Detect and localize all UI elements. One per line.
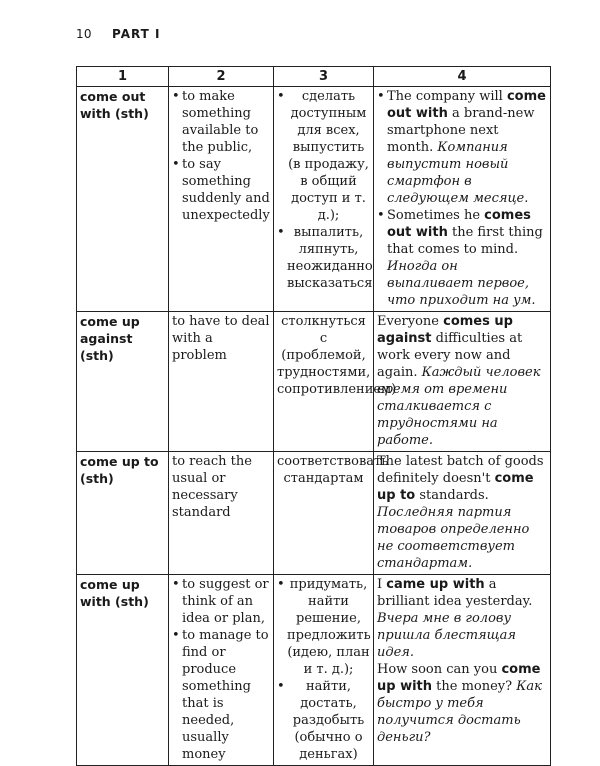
highlighted-phrase: come up with bbox=[377, 662, 541, 694]
russian-translation: Каждый человек время от времени сталкивается с трудностями на работе. bbox=[377, 365, 541, 448]
highlighted-phrase: come up to bbox=[377, 471, 534, 503]
definition-item: • to make something available to the public, bbox=[172, 88, 270, 156]
example-item: • The company will come out with a brand-new smartphone next month. Компания выпустит новый смартфон в следующем месяце. bbox=[377, 88, 547, 207]
column-header: 2 bbox=[169, 67, 274, 87]
table-header-row bbox=[77, 67, 551, 87]
translation-item: • выпалить, ляпнуть, неожиданно высказаться bbox=[277, 224, 370, 292]
phrase-cell: come out with (sth) bbox=[77, 87, 169, 312]
column-header: 1 bbox=[77, 67, 169, 87]
definition-item: • to suggest or think of an idea or plan, bbox=[172, 576, 270, 627]
translation-item: • сделать доступным для всех, выпустить (в продажу, в общий доступ и т. д.); bbox=[277, 88, 370, 224]
definition-item: • to manage to find or produce something that is needed, usually money bbox=[172, 627, 270, 763]
definition-cell bbox=[169, 575, 274, 766]
example-cell: The latest batch of goods definitely doesn't come up to standards. Последняя партия товаров определенно не соответствует стандартам. bbox=[374, 452, 551, 575]
highlighted-phrase: came up with bbox=[386, 577, 485, 592]
table-row bbox=[77, 452, 551, 575]
phrase-cell: come up against (sth) bbox=[77, 312, 169, 452]
translation-cell bbox=[274, 87, 374, 312]
page-number: 10 bbox=[76, 27, 92, 41]
example-cell bbox=[374, 575, 551, 766]
russian-translation: Иногда он выпаливает первое, что приходит на ум. bbox=[387, 259, 536, 308]
table-row bbox=[77, 87, 551, 312]
highlighted-phrase: comes up against bbox=[377, 314, 513, 346]
translation-item: • придумать, найти решение, предложить (идею, план и т. д.); bbox=[277, 576, 370, 678]
definition-cell: to reach the usual or necessary standard bbox=[169, 452, 274, 575]
definition-cell: to have to deal with a problem bbox=[169, 312, 274, 452]
translation-cell: столкнуться с (проблемой, трудностями, сопротивлением) bbox=[274, 312, 374, 452]
translation-cell bbox=[274, 575, 374, 766]
example-item: • Sometimes he comes out with the first thing that comes to mind. Иногда он выпаливает первое, что приходит на ум. bbox=[377, 207, 547, 309]
translation-cell: соответствовать стандартам bbox=[274, 452, 374, 575]
phrase-cell: come up to (sth) bbox=[77, 452, 169, 575]
russian-translation: Вчера мне в голову пришла блестящая идея. bbox=[377, 611, 517, 660]
part-title: PART I bbox=[112, 27, 161, 41]
example-cell: Everyone comes up against difficulties at work every now and again. Каждый человек время от времени сталкивается с трудностями на работе. bbox=[374, 312, 551, 452]
table-row bbox=[77, 575, 551, 766]
definition-cell bbox=[169, 87, 274, 312]
page-header bbox=[76, 27, 161, 41]
highlighted-phrase: comes out with bbox=[387, 208, 531, 240]
phrasal-verb-table bbox=[76, 66, 551, 766]
example-item: How soon can you come up with the money? Как быстро у тебя получится достать деньги? bbox=[377, 662, 542, 745]
column-header: 3 bbox=[274, 67, 374, 87]
highlighted-phrase: come out with bbox=[387, 89, 546, 121]
example-cell bbox=[374, 87, 551, 312]
russian-translation: Компания выпустит новый смартфон в следующем месяце. bbox=[387, 140, 529, 206]
example-item: I came up with a brilliant idea yesterday. Вчера мне в голову пришла блестящая идея. bbox=[377, 577, 533, 660]
definition-item: • to say something suddenly and unexpectedly bbox=[172, 156, 270, 224]
russian-translation: Последняя партия товаров определенно не соответствует стандартам. bbox=[377, 505, 530, 571]
translation-item: • найти, достать, раздобыть (обычно о деньгах) bbox=[277, 678, 370, 763]
column-header: 4 bbox=[374, 67, 551, 87]
table-row bbox=[77, 312, 551, 452]
russian-translation: Как быстро у тебя получится достать деньги? bbox=[377, 679, 542, 745]
phrase-cell: come up with (sth) bbox=[77, 575, 169, 766]
